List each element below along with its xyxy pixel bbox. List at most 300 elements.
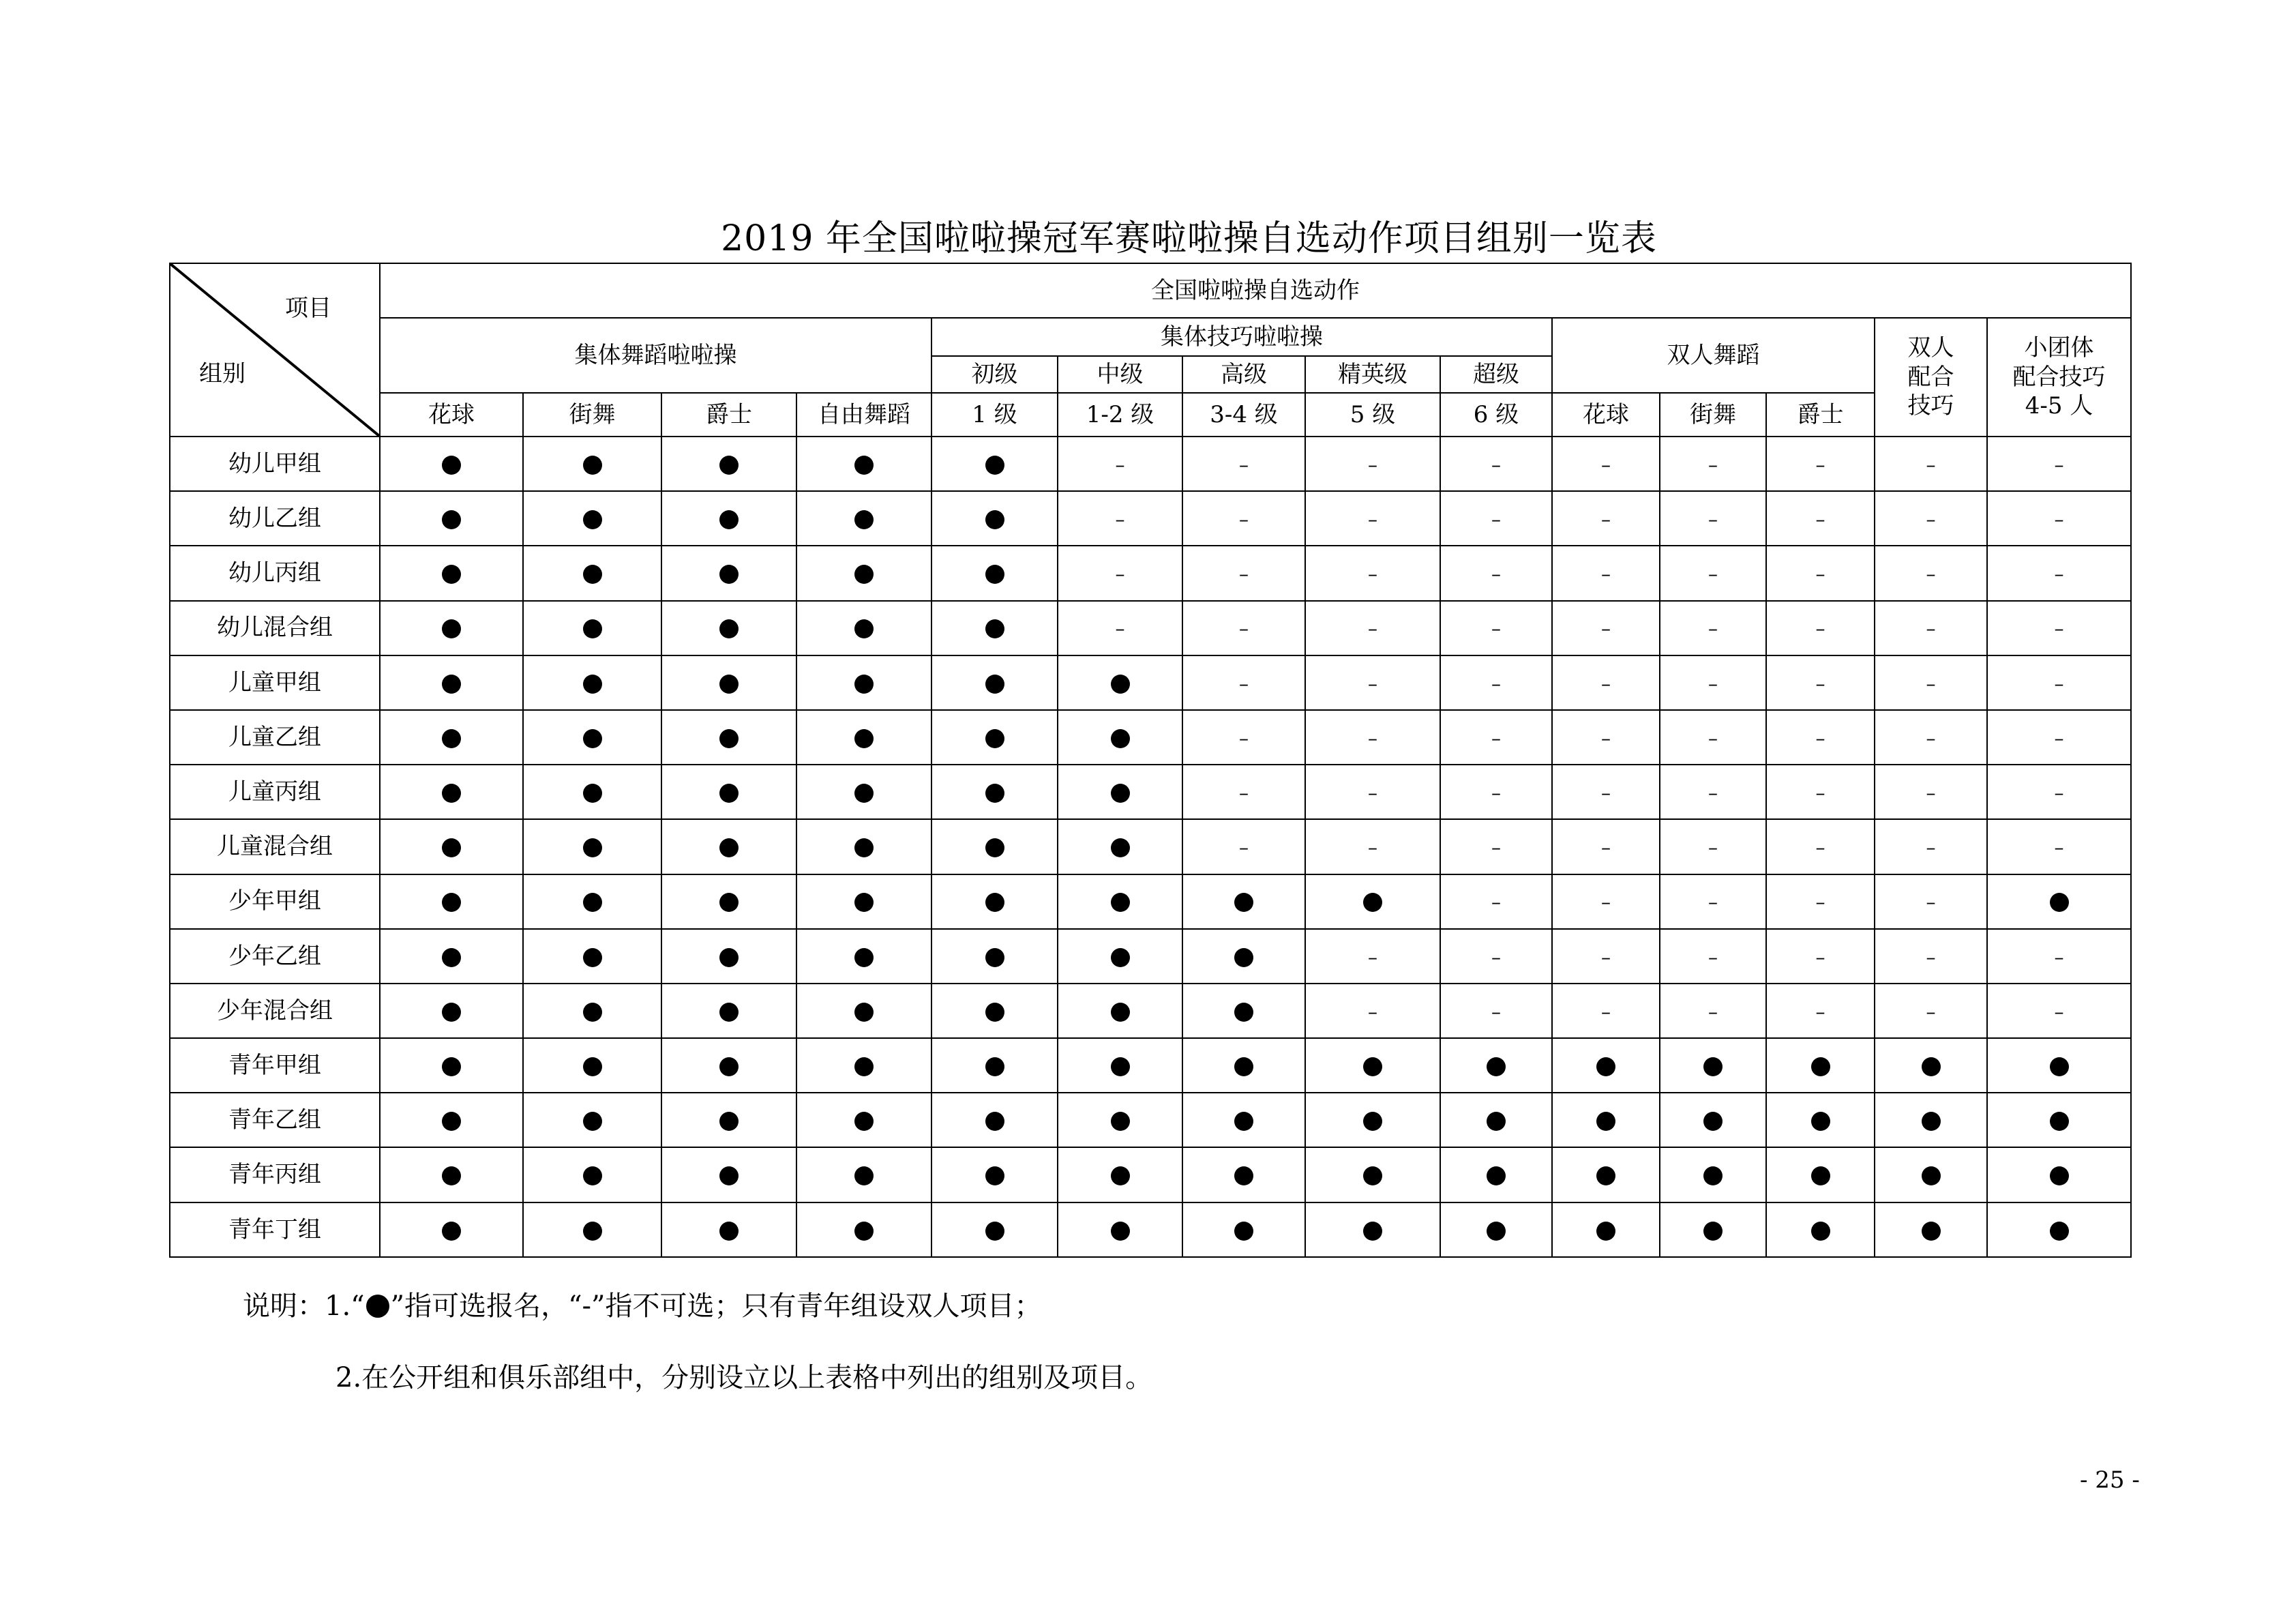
column-header: 5 级 [1305, 393, 1440, 437]
available-dot-icon [719, 729, 739, 748]
column-header: 爵士 [1766, 393, 1875, 437]
table-cell [1305, 929, 1440, 984]
unavailable-dash: – [2054, 453, 2064, 476]
available-dot-icon [442, 729, 461, 748]
unavailable-dash: – [1926, 945, 1936, 969]
unavailable-dash: – [1115, 563, 1125, 586]
available-dot-icon [1596, 1222, 1615, 1241]
available-dot-icon [583, 565, 602, 584]
table-cell [1987, 929, 2131, 984]
available-dot-icon [719, 1112, 739, 1131]
table-cell [796, 1093, 931, 1147]
row-group-name: 儿童混合组 [170, 819, 380, 874]
table-cell [523, 1147, 661, 1202]
table-cell [1440, 710, 1552, 765]
available-dot-icon [1234, 1166, 1253, 1185]
table-row [170, 819, 2131, 874]
available-dot-icon [583, 619, 602, 638]
available-dot-icon [985, 1003, 1004, 1022]
table-cell [1440, 984, 1552, 1038]
table-cell [1440, 1038, 1552, 1093]
table-cell [1875, 491, 1987, 546]
unavailable-dash: – [1708, 781, 1718, 804]
available-dot-icon [1111, 784, 1130, 803]
table-cell [1552, 1147, 1660, 1202]
table-cell [796, 984, 931, 1038]
table-cell [796, 546, 931, 600]
unavailable-dash: – [1815, 563, 1825, 586]
column-header: 爵士 [661, 393, 796, 437]
corner-item-label: 项目 [285, 295, 331, 322]
table-cell [1987, 710, 2131, 765]
available-dot-icon [1811, 1166, 1830, 1185]
table-cell [1440, 601, 1552, 655]
table-cell [523, 601, 661, 655]
unavailable-dash: – [1815, 945, 1825, 969]
table-cell [1182, 655, 1305, 710]
table-cell [1875, 984, 1987, 1038]
table-cell [1552, 437, 1660, 491]
available-dot-icon [985, 1222, 1004, 1241]
table-cell [1552, 601, 1660, 655]
table-cell [1440, 819, 1552, 874]
table-cell [1440, 765, 1552, 819]
table-cell [1058, 819, 1182, 874]
unavailable-dash: – [1491, 945, 1501, 969]
table-cell [661, 437, 796, 491]
available-dot-icon [442, 675, 461, 694]
table-cell [1987, 1093, 2131, 1147]
unavailable-dash: – [2054, 836, 2064, 859]
available-dot-icon [1111, 675, 1130, 694]
table-cell [1875, 929, 1987, 984]
table-cell [1660, 655, 1766, 710]
page-number: - 25 - [2080, 1466, 2140, 1494]
available-dot-icon [1811, 1222, 1830, 1241]
available-dot-icon [1363, 893, 1382, 912]
unavailable-dash: – [1601, 617, 1611, 640]
table-cell [1660, 546, 1766, 600]
table-cell [380, 710, 523, 765]
column-header: 花球 [1552, 393, 1660, 437]
table-cell [661, 1147, 796, 1202]
table-cell [931, 437, 1058, 491]
unavailable-dash: – [1239, 672, 1249, 695]
table-cell [1182, 710, 1305, 765]
unavailable-dash: – [1491, 781, 1501, 804]
available-dot-icon [854, 619, 874, 638]
unavailable-dash: – [1368, 563, 1377, 586]
header-group-dance: 集体舞蹈啦啦操 [380, 318, 931, 393]
unavailable-dash: – [1601, 781, 1611, 804]
table-cell [1660, 1038, 1766, 1093]
available-dot-icon [442, 1057, 461, 1076]
table-cell [1766, 929, 1875, 984]
available-dot-icon [1811, 1057, 1830, 1076]
available-dot-icon [854, 675, 874, 694]
unavailable-dash: – [2054, 781, 2064, 804]
table-cell [1660, 984, 1766, 1038]
unavailable-dash: – [1601, 1000, 1611, 1023]
available-dot-icon [1363, 1166, 1382, 1185]
table-cell [1987, 874, 2131, 929]
table-cell [1987, 1038, 2131, 1093]
table-cell [1875, 1038, 1987, 1093]
available-dot-icon [719, 675, 739, 694]
unavailable-dash: – [1926, 836, 1936, 859]
table-cell [1305, 601, 1440, 655]
unavailable-dash: – [1708, 836, 1718, 859]
available-dot-icon [1596, 1112, 1615, 1131]
unavailable-dash: – [1708, 508, 1718, 531]
header-top: 全国啦啦操自选动作 [380, 263, 2131, 318]
available-dot-icon [1111, 1112, 1130, 1131]
unavailable-dash: – [1491, 1000, 1501, 1023]
table-cell [1987, 437, 2131, 491]
table-row [170, 1202, 2131, 1257]
table-cell [931, 1093, 1058, 1147]
row-group-name: 儿童乙组 [170, 710, 380, 765]
available-dot-icon [854, 1003, 874, 1022]
table-cell [1182, 437, 1305, 491]
available-dot-icon [1363, 1057, 1382, 1076]
table-cell [1875, 874, 1987, 929]
available-dot-icon [1111, 1166, 1130, 1185]
available-dot-icon [442, 838, 461, 857]
table-cell [1766, 546, 1875, 600]
table-row [170, 601, 2131, 655]
corner-group-label: 组别 [199, 359, 245, 387]
table-cell [796, 929, 931, 984]
table-cell [1182, 601, 1305, 655]
unavailable-dash: – [1239, 726, 1249, 750]
unavailable-dash: – [1815, 891, 1825, 914]
row-group-name: 儿童丙组 [170, 765, 380, 819]
table-cell [1987, 491, 2131, 546]
table-cell [1660, 819, 1766, 874]
available-dot-icon [2050, 1166, 2069, 1185]
unavailable-dash: – [1926, 726, 1936, 750]
available-dot-icon [854, 948, 874, 967]
table-cell [1305, 819, 1440, 874]
table-cell [796, 1202, 931, 1257]
available-dot-icon [583, 1166, 602, 1185]
table-cell [1305, 437, 1440, 491]
table-cell [661, 655, 796, 710]
table-cell [796, 491, 931, 546]
table-cell [1766, 874, 1875, 929]
table-cell [1552, 874, 1660, 929]
table-cell [796, 437, 931, 491]
table-cell [1552, 1093, 1660, 1147]
table-cell [1305, 1093, 1440, 1147]
unavailable-dash: – [1491, 617, 1501, 640]
table-cell [1182, 874, 1305, 929]
table-cell [1875, 655, 1987, 710]
available-dot-icon [985, 675, 1004, 694]
table-cell [1660, 1093, 1766, 1147]
table-cell [523, 710, 661, 765]
available-dot-icon [442, 893, 461, 912]
note-1-prefix: 说明：1.“ [243, 1290, 365, 1322]
available-dot-icon [1922, 1057, 1941, 1076]
available-dot-icon [985, 1112, 1004, 1131]
column-header: 街舞 [523, 393, 661, 437]
table-cell [1987, 546, 2131, 600]
table-cell [1305, 984, 1440, 1038]
available-dot-icon [1111, 1222, 1130, 1241]
table-cell [1182, 929, 1305, 984]
available-dot-icon [854, 893, 874, 912]
event-table [169, 263, 2132, 1258]
table-cell [380, 1202, 523, 1257]
unavailable-dash: – [1239, 563, 1249, 586]
available-dot-icon [985, 729, 1004, 748]
table-cell [1552, 819, 1660, 874]
table-cell [1766, 655, 1875, 710]
table-cell [1058, 984, 1182, 1038]
table-row [170, 1038, 2131, 1093]
unavailable-dash: – [2054, 617, 2064, 640]
note-1 [243, 1286, 1042, 1327]
table-cell [1766, 1093, 1875, 1147]
available-dot-icon [583, 456, 602, 475]
table-header [170, 263, 2131, 437]
unavailable-dash: – [1926, 1000, 1936, 1023]
table-row [170, 874, 2131, 929]
table-cell [931, 819, 1058, 874]
available-dot-icon [854, 456, 874, 475]
table-cell [1660, 710, 1766, 765]
table-cell [1875, 601, 1987, 655]
table-cell [380, 765, 523, 819]
corner-cell [170, 263, 380, 437]
header-group-skill: 集体技巧啦啦操 [931, 318, 1552, 356]
table-cell [661, 1038, 796, 1093]
unavailable-dash: – [1368, 836, 1377, 859]
unavailable-dash: – [1491, 508, 1501, 531]
unavailable-dash: – [1926, 672, 1936, 695]
table-cell [1058, 546, 1182, 600]
table-cell [1552, 1202, 1660, 1257]
table-cell [1987, 655, 2131, 710]
column-header: 6 级 [1440, 393, 1552, 437]
unavailable-dash: – [1708, 726, 1718, 750]
table-cell [380, 601, 523, 655]
column-header-row [170, 393, 2131, 437]
available-dot-icon [1111, 838, 1130, 857]
table-cell [931, 546, 1058, 600]
row-group-name: 少年混合组 [170, 984, 380, 1038]
table-cell [661, 546, 796, 600]
table-cell [1552, 655, 1660, 710]
available-dot-icon [719, 456, 739, 475]
filled-dot-icon [366, 1295, 389, 1318]
table-cell [1875, 819, 1987, 874]
table-cell [523, 655, 661, 710]
unavailable-dash: – [1815, 453, 1825, 476]
table-cell [931, 984, 1058, 1038]
available-dot-icon [985, 565, 1004, 584]
table-cell [1875, 1202, 1987, 1257]
table-cell [1987, 819, 2131, 874]
available-dot-icon [1111, 1003, 1130, 1022]
table-cell [1305, 765, 1440, 819]
table-cell [1987, 601, 2131, 655]
unavailable-dash: – [1815, 1000, 1825, 1023]
table-cell [661, 1093, 796, 1147]
unavailable-dash: – [1926, 453, 1936, 476]
table-cell [1875, 765, 1987, 819]
table-cell [1058, 1093, 1182, 1147]
table-cell [1766, 491, 1875, 546]
available-dot-icon [1111, 893, 1130, 912]
available-dot-icon [442, 1003, 461, 1022]
unavailable-dash: – [1115, 453, 1125, 476]
unavailable-dash: – [1115, 617, 1125, 640]
unavailable-dash: – [1815, 781, 1825, 804]
table-row [170, 929, 2131, 984]
available-dot-icon [985, 948, 1004, 967]
available-dot-icon [442, 948, 461, 967]
available-dot-icon [583, 1222, 602, 1241]
table-cell [523, 546, 661, 600]
available-dot-icon [854, 729, 874, 748]
table-cell [523, 1093, 661, 1147]
available-dot-icon [442, 1166, 461, 1185]
table-cell [523, 929, 661, 984]
row-group-name: 青年丙组 [170, 1147, 380, 1202]
unavailable-dash: – [1926, 617, 1936, 640]
available-dot-icon [1703, 1222, 1723, 1241]
table-row [170, 1093, 2131, 1147]
row-group-name: 青年丁组 [170, 1202, 380, 1257]
table-cell [1766, 1038, 1875, 1093]
unavailable-dash: – [1491, 453, 1501, 476]
unavailable-dash: – [1708, 672, 1718, 695]
skill-level-header: 精英级 [1305, 356, 1440, 393]
unavailable-dash: – [1239, 617, 1249, 640]
unavailable-dash: – [1368, 453, 1377, 476]
available-dot-icon [1487, 1222, 1506, 1241]
available-dot-icon [442, 456, 461, 475]
row-group-name: 少年乙组 [170, 929, 380, 984]
available-dot-icon [985, 1166, 1004, 1185]
available-dot-icon [1111, 1057, 1130, 1076]
table-cell [931, 929, 1058, 984]
available-dot-icon [1922, 1112, 1941, 1131]
column-header: 3-4 级 [1182, 393, 1305, 437]
table-cell [1552, 491, 1660, 546]
skill-level-header: 初级 [931, 356, 1058, 393]
column-header: 1-2 级 [1058, 393, 1182, 437]
available-dot-icon [1922, 1166, 1941, 1185]
unavailable-dash: – [1368, 781, 1377, 804]
table-cell [931, 765, 1058, 819]
table-cell [1766, 437, 1875, 491]
table-cell [1058, 1202, 1182, 1257]
available-dot-icon [1111, 948, 1130, 967]
row-group-name: 幼儿丙组 [170, 546, 380, 600]
unavailable-dash: – [1815, 672, 1825, 695]
unavailable-dash: – [1601, 891, 1611, 914]
unavailable-dash: – [1815, 617, 1825, 640]
available-dot-icon [1234, 948, 1253, 967]
table-cell [1305, 1038, 1440, 1093]
row-group-name: 幼儿乙组 [170, 491, 380, 546]
table-cell [1766, 984, 1875, 1038]
table-cell [1305, 874, 1440, 929]
table-cell [1875, 1093, 1987, 1147]
available-dot-icon [1922, 1222, 1941, 1241]
table-cell [1766, 1202, 1875, 1257]
available-dot-icon [854, 1222, 874, 1241]
table-cell [1660, 765, 1766, 819]
available-dot-icon [1363, 1222, 1382, 1241]
available-dot-icon [2050, 1222, 2069, 1241]
unavailable-dash: – [1368, 672, 1377, 695]
available-dot-icon [2050, 1057, 2069, 1076]
table-cell [1182, 1202, 1305, 1257]
table-cell [1875, 546, 1987, 600]
table-cell [796, 655, 931, 710]
available-dot-icon [854, 838, 874, 857]
available-dot-icon [719, 838, 739, 857]
column-header: 自由舞蹈 [796, 393, 931, 437]
table-cell [380, 491, 523, 546]
available-dot-icon [583, 948, 602, 967]
table-cell [1440, 874, 1552, 929]
unavailable-dash: – [2054, 945, 2064, 969]
table-cell [1660, 1147, 1766, 1202]
unavailable-dash: – [1491, 726, 1501, 750]
table-cell [1182, 819, 1305, 874]
available-dot-icon [583, 838, 602, 857]
available-dot-icon [854, 1057, 874, 1076]
unavailable-dash: – [1239, 836, 1249, 859]
unavailable-dash: – [1368, 508, 1377, 531]
unavailable-dash: – [1368, 617, 1377, 640]
table-cell [1305, 710, 1440, 765]
available-dot-icon [719, 1057, 739, 1076]
table-cell [931, 1202, 1058, 1257]
table-cell [1440, 1147, 1552, 1202]
table-cell [1660, 437, 1766, 491]
table-cell [1058, 710, 1182, 765]
available-dot-icon [583, 729, 602, 748]
available-dot-icon [719, 1166, 739, 1185]
row-group-name: 少年甲组 [170, 874, 380, 929]
table-cell [1058, 437, 1182, 491]
unavailable-dash: – [1601, 563, 1611, 586]
available-dot-icon [1596, 1057, 1615, 1076]
unavailable-dash: – [1815, 836, 1825, 859]
available-dot-icon [442, 565, 461, 584]
unavailable-dash: – [1368, 1000, 1377, 1023]
table-cell [931, 874, 1058, 929]
table-cell [1182, 1038, 1305, 1093]
table-cell [1766, 710, 1875, 765]
available-dot-icon [854, 565, 874, 584]
table-cell [1182, 1147, 1305, 1202]
available-dot-icon [442, 619, 461, 638]
available-dot-icon [583, 1057, 602, 1076]
skill-level-header: 高级 [1182, 356, 1305, 393]
table-cell [796, 765, 931, 819]
available-dot-icon [719, 893, 739, 912]
skill-level-header: 超级 [1440, 356, 1552, 393]
unavailable-dash: – [1601, 836, 1611, 859]
